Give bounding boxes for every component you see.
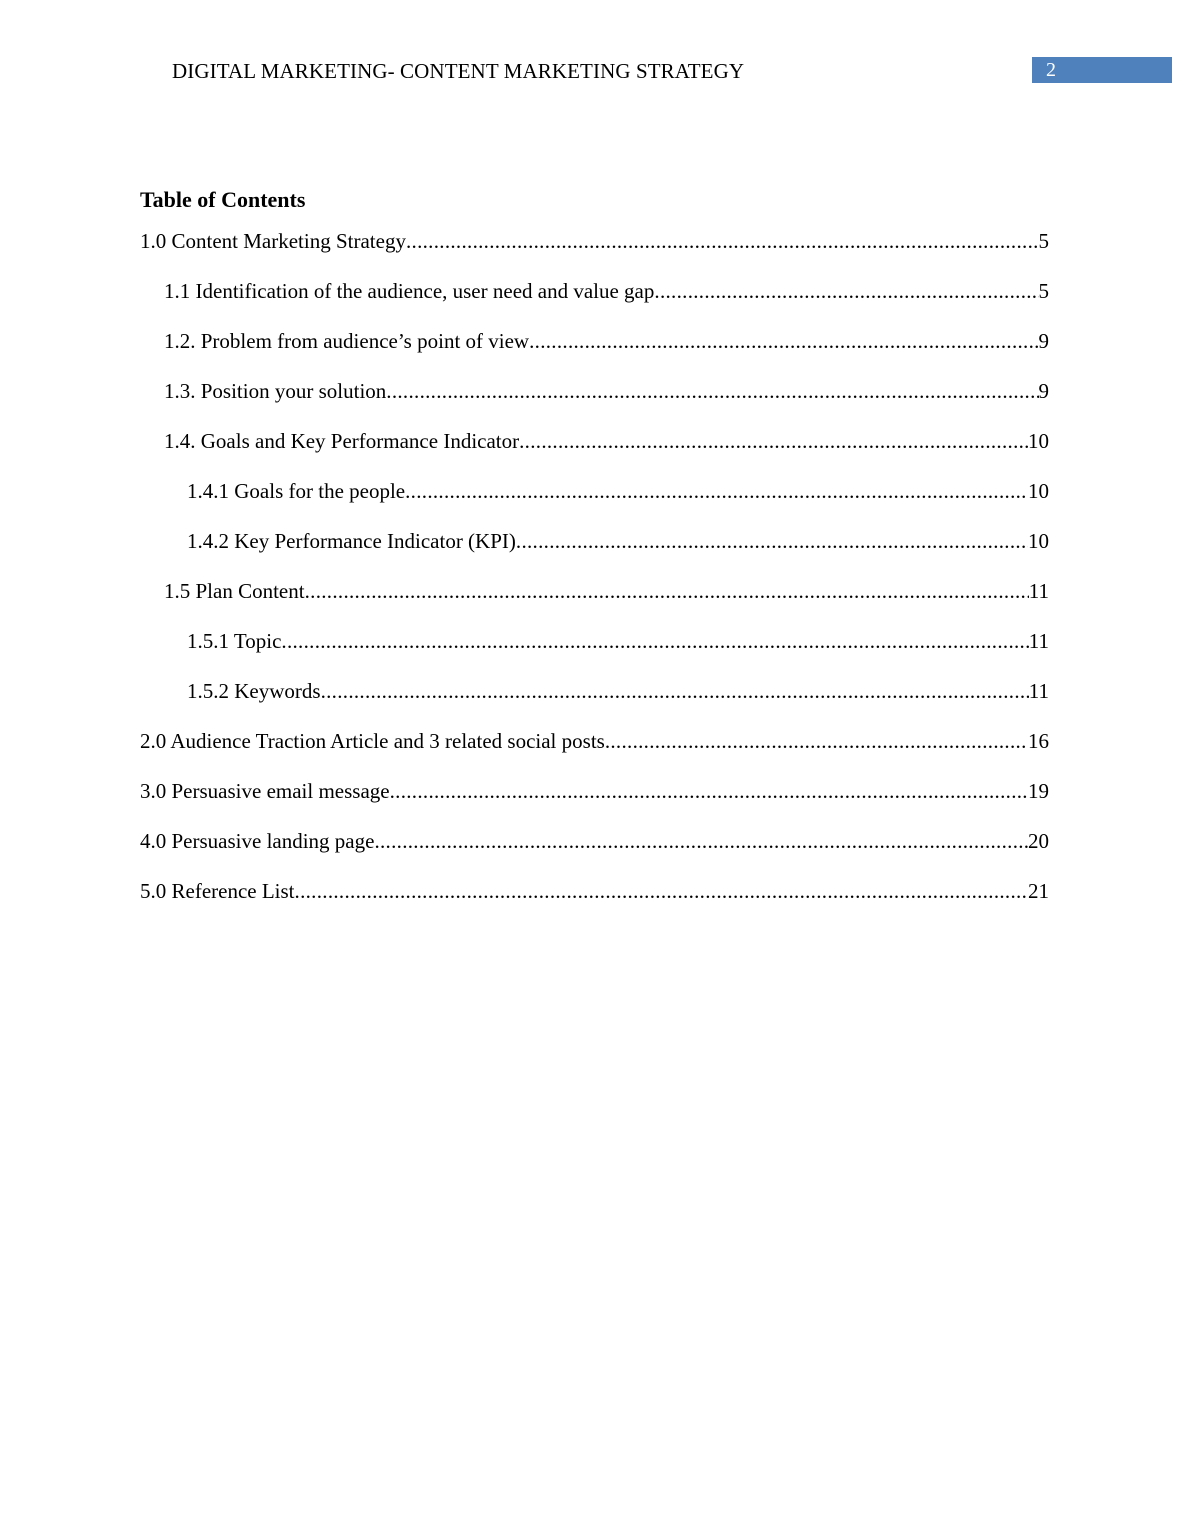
toc-leader-dots: [321, 677, 1029, 705]
toc-leader-dots: [305, 577, 1029, 605]
toc-leader-dots: [390, 777, 1028, 805]
toc-entry-title: 1.0 Content Marketing Strategy: [140, 229, 406, 253]
toc-entry-page: 11: [1028, 679, 1049, 703]
toc-leader-dots: [281, 627, 1028, 655]
toc-entry-title: 1.4. Goals and Key Performance Indicator: [164, 429, 520, 453]
toc-entry-page: 9: [1038, 329, 1049, 353]
toc-entry[interactable]: [164, 377, 1049, 405]
toc-entry[interactable]: [140, 877, 1049, 905]
toc-entry[interactable]: [140, 827, 1049, 855]
toc-entry-page: 9: [1038, 379, 1049, 403]
toc-leader-dots: [519, 427, 1028, 455]
toc-entry-page: 19: [1028, 779, 1049, 803]
toc-entry[interactable]: [164, 277, 1049, 305]
toc-leader-dots: [654, 277, 1038, 305]
toc-entry[interactable]: [140, 777, 1049, 805]
toc-entry[interactable]: [164, 427, 1049, 455]
toc-entry-page: 11: [1028, 579, 1049, 603]
toc-heading: Table of Contents: [140, 187, 306, 212]
toc-entry-page: 20: [1028, 829, 1049, 853]
toc-leader-dots: [529, 327, 1038, 355]
toc-entry[interactable]: [187, 477, 1049, 505]
toc-leader-dots: [405, 477, 1028, 505]
toc-entry[interactable]: [164, 327, 1049, 355]
toc-leader-dots: [406, 227, 1039, 255]
toc-entry-title: 1.5.2 Keywords: [187, 679, 321, 703]
toc-entry-page: 10: [1028, 429, 1049, 453]
toc-leader-dots: [295, 877, 1028, 905]
toc-entry-page: 11: [1028, 629, 1049, 653]
toc-entry-title: 1.5 Plan Content: [164, 579, 305, 603]
toc-entry-title: 3.0 Persuasive email message: [140, 779, 390, 803]
toc-entry-title: 1.3. Position your solution: [164, 379, 387, 403]
toc-entry-page: 10: [1028, 479, 1049, 503]
page-number-badge: [1032, 57, 1172, 83]
toc-entry-title: 2.0 Audience Traction Article and 3 related social posts: [140, 729, 605, 753]
toc-entry-page: 10: [1028, 529, 1049, 553]
toc-entry-title: 1.1 Identification of the audience, user need and value gap: [164, 279, 655, 303]
toc-entry[interactable]: [187, 627, 1049, 655]
toc-entry-page: 5: [1038, 229, 1049, 253]
running-header-title: DIGITAL MARKETING- CONTENT MARKETING STRATEGY: [172, 59, 745, 83]
toc-entry[interactable]: [187, 527, 1049, 555]
toc-leader-dots: [374, 827, 1028, 855]
toc-leader-dots: [386, 377, 1038, 405]
toc-entry[interactable]: [140, 727, 1049, 755]
toc-entry-page: 21: [1028, 879, 1049, 903]
toc-entry[interactable]: [164, 577, 1049, 605]
toc-entry-title: 1.2. Problem from audience’s point of view: [164, 329, 530, 353]
toc-entry-title: 1.4.2 Key Performance Indicator (KPI): [187, 529, 516, 553]
toc-entry[interactable]: [187, 677, 1049, 705]
toc-entry-title: 4.0 Persuasive landing page: [140, 829, 375, 853]
toc-entry-title: 5.0 Reference List: [140, 879, 295, 903]
toc-entry-page: 16: [1028, 729, 1049, 753]
toc-entry[interactable]: [140, 227, 1049, 255]
toc-entry-title: 1.5.1 Topic: [187, 629, 282, 653]
page-number: 2: [1046, 59, 1056, 81]
toc-entry-title: 1.4.1 Goals for the people: [187, 479, 406, 503]
toc-leader-dots: [516, 527, 1028, 555]
toc-entry-page: 5: [1038, 279, 1049, 303]
toc-leader-dots: [605, 727, 1028, 755]
